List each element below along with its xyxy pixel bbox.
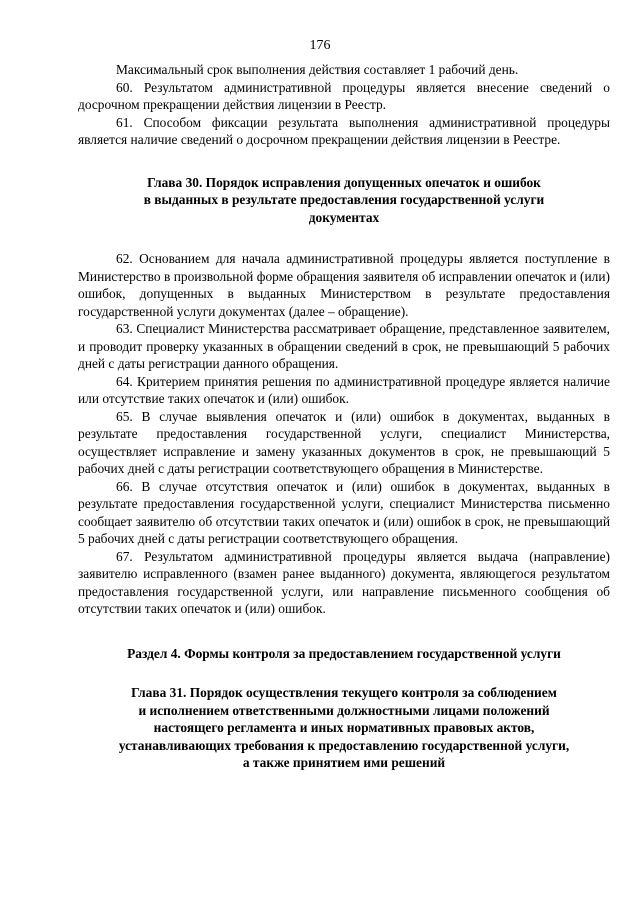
paragraph-67: 67. Результатом административной процедуры является выдача (направление) заявителю исправленного (взамен ранее выданного) документа, являющегося результатом предоставления государственной услуги, или направление письменного сообщения об отсутствии таких опечаток и (или) ошибок. <box>78 548 610 616</box>
section-4-heading: Раздел 4. Формы контроля за предоставлением государственной услуги <box>127 645 561 661</box>
chapter-30-heading-line: в выданных в результате предоставления государственной услуги <box>143 192 545 207</box>
paragraph-65: 65. В случае выявления опечаток и (или) ошибок в документах, выданных в результате предоставления государственной услуги, специалист Министерства, осуществляет исправление и замену указанных документов в срок, не превышающий 5 рабочих дней с даты регистрации соответствующего обращения в Министерстве. <box>78 408 610 476</box>
chapter-31-heading-line: и исполнением ответственными должностными лицами положений <box>138 702 550 718</box>
chapter-31-heading <box>78 684 610 772</box>
paragraph-64: 64. Критерием принятия решения по административной процедуре является наличие или отсутствие таких опечаток и (или) ошибок. <box>78 373 610 406</box>
chapter-31-heading-line: а также принятием ими решений <box>242 755 446 770</box>
paragraph-62: 62. Основанием для начала административной процедуры является поступление в Министерство в произвольной форме обращения заявителя об исправлении опечаток и (или) ошибок, допущенных в выданных Министерством в результате предоставления государственной услуги документах (далее – обращение). <box>78 251 610 319</box>
paragraph-66: 66. В случае отсутствия опечаток и (или) ошибок в документах, выданных в результате предоставления государственной услуги, специалист Министерства письменно сообщает заявителю об отсутствии таких опечаток и (или) ошибок в срок, не превышающий 5 рабочих дней с даты регистрации соответствующего обращения. <box>78 478 610 546</box>
paragraph-61: 61. Способом фиксации результата выполнения административной процедуры является наличие сведений о досрочном прекращении действия лицензии в Реестре. <box>78 114 610 147</box>
chapter-30-heading <box>78 174 610 227</box>
paragraph-63: 63. Специалист Министерства рассматривает обращение, представленное заявителем, и проводит проверку указанных в обращении сведений в срок, не превышающий 5 рабочих дней с даты регистрации данного обращения. <box>78 321 610 371</box>
paragraph: Максимальный срок выполнения действия составляет 1 рабочий день. <box>116 62 519 77</box>
page-body <box>78 61 610 772</box>
chapter-30-heading-line: документах <box>308 209 380 225</box>
chapter-31-heading-line: настоящего регламента и иных нормативных правовых актов, <box>153 720 535 735</box>
paragraph-60: 60. Результатом административной процедуры является внесение сведений о досрочном прекращении действия лицензии в Реестр. <box>78 79 610 112</box>
page-number: 176 <box>309 38 331 53</box>
chapter-31-heading-line: Глава 31. Порядок осуществления текущего контроля за соблюдением <box>131 685 557 700</box>
chapter-30-heading-line: Глава 30. Порядок исправления допущенных опечаток и ошибок <box>147 174 541 190</box>
chapter-31-heading-line: устанавливающих требования к предоставлению государственной услуги, <box>118 737 570 753</box>
